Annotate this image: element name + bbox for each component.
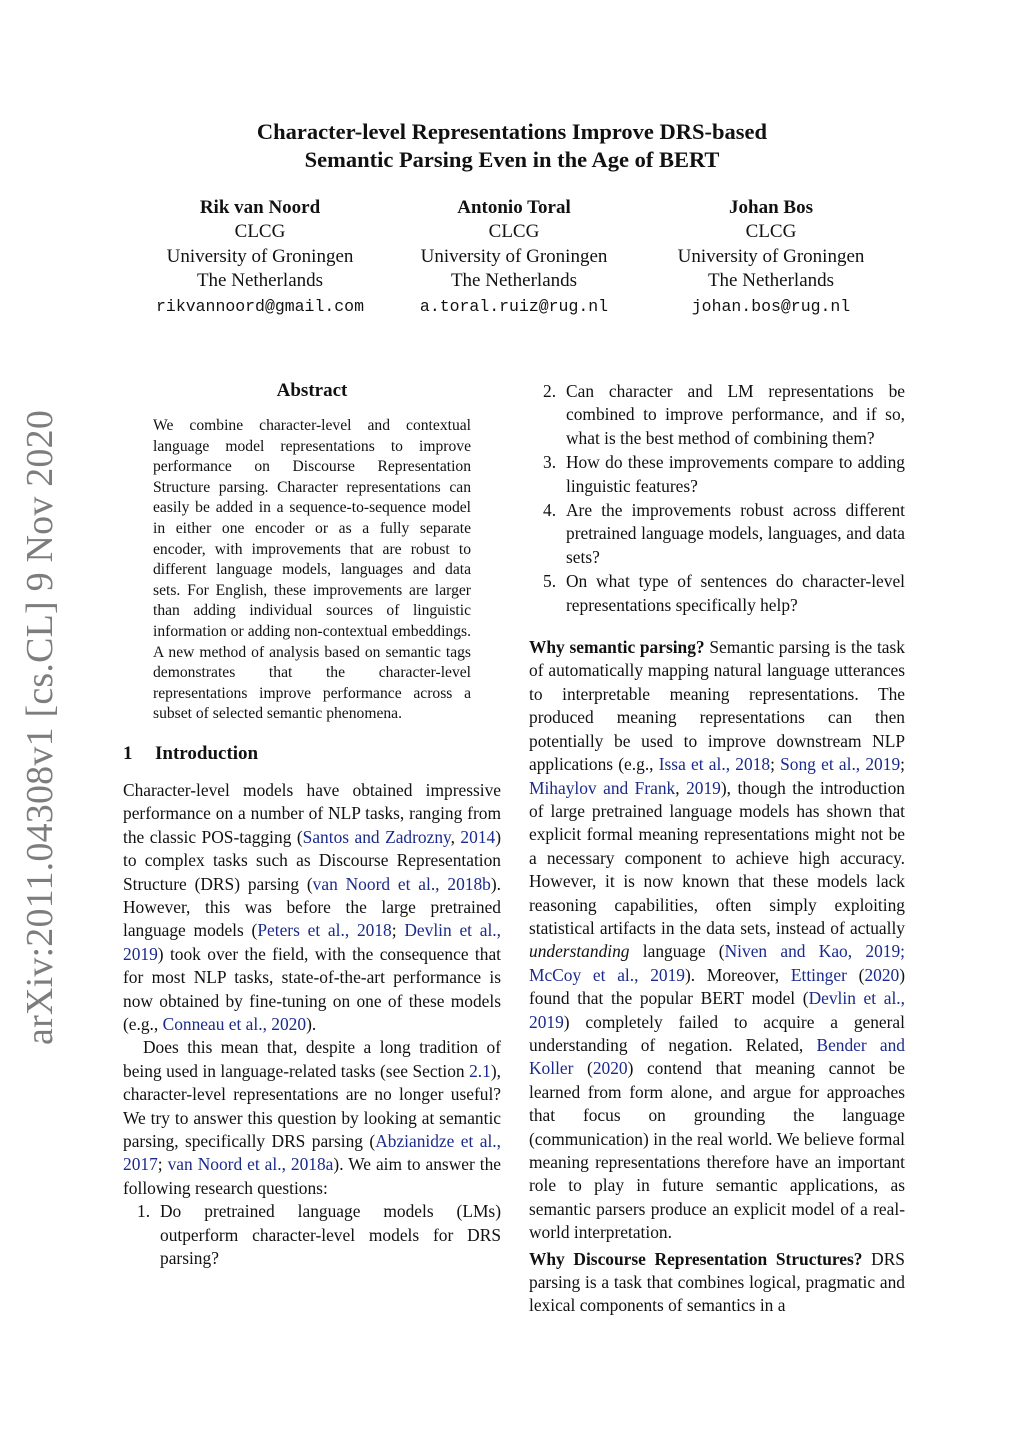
list-item-number: 3. (543, 452, 557, 473)
paragraph-heading: Why semantic parsing? (529, 637, 705, 658)
model-name: BERT (700, 988, 745, 1009)
list-item-text: Do pretrained language models (LMs) outperform character-level models for DRS parsing? (160, 1201, 501, 1269)
why-semantic-parsing-paragraph: Why semantic parsing? Semantic parsing is the task of automatically mapping natural language utterances to interpretable meaning representations. The produced meaning representations can then potentially be used to improve downstream NLP applications (e.g., Issa et al., 2018; Song et al., 2019; Mihaylov and Frank, 2019), though the introduction of large pretrained language models has shown that explicit formal meaning representations might not be a necessary component to achieve high accuracy. However, it is now known that these models lack reasoning capabilities, often simply exploiting statistical artifacts in the data sets, instead of actually understanding language (Niven and Kao, 2019; McCoy et al., 2019). Moreover, Ettinger (2020) found that the popular BERT model (Devlin et al., 2019) completely failed to acquire a general understanding of negation. Related, Bender and Koller (2020) contend that meaning cannot be learned from form alone, and argue for approaches that focus on grounding the language (communication) in the real world. We believe formal meaning representations therefore have an important role to play in future semantic applications, as semantic parsers produce an explicit model of a real-world interpretation. (529, 637, 906, 1243)
section-title: Introduction (155, 742, 259, 764)
citation-link[interactable]: Abzianidze et al., 2017 (123, 1131, 501, 1175)
research-questions-list-continued (529, 380, 905, 617)
author-name: Johan Bos (729, 197, 813, 218)
list-item-number: 5. (543, 571, 557, 592)
arxiv-identifier: arXiv:2011.04308v1 [cs.CL] 9 Nov 2020 (19, 409, 61, 1045)
list-item-number: 4. (543, 500, 557, 521)
list-item-number: 1. (137, 1201, 151, 1222)
intro-paragraph-1: Character-level models have obtained impressive performance on a number of NLP tasks, ranging from the classic POS-tagging (Santos and Zadrozny, 2014) to complex tasks such as Discourse Representation Structure (DRS) parsing (van Noord et al., 2018b). However, this was before the large pretrained language models (Peters et al., 2018; Devlin et al., 2019) took over the field, with the consequence that for most NLP tasks, state-of-the-art performance is now obtained by fine-tuning on one of these models (e.g., Conneau et al., 2020). (123, 779, 502, 1034)
citation-link[interactable]: Devlin et al., 2019 (529, 988, 905, 1032)
citation-link[interactable]: Mihaylov and Frank (529, 777, 676, 798)
author-name: Rik van Noord (199, 197, 321, 218)
author-1 (125, 196, 395, 319)
author-university: University of Groningen (677, 245, 865, 267)
list-item (529, 451, 905, 498)
citation-link[interactable]: van Noord et al., 2018a (167, 1154, 334, 1175)
citation-link[interactable]: Issa et al., 2018 (658, 754, 771, 775)
author-country: The Netherlands (450, 269, 578, 291)
citation-link[interactable]: van Noord et al., 2018b (312, 873, 491, 894)
right-column (529, 380, 905, 1318)
why-drs-paragraph: Why Discourse Representation Structures? DRS parsing is a task that combines logical, pragmatic and lexical components of semantics in a (529, 1248, 905, 1316)
left-column (123, 380, 501, 1271)
citation-link[interactable]: Song et al., 2019 (780, 754, 901, 775)
citation-link[interactable]: Conneau et al., 2020 (162, 1013, 307, 1034)
citation-link[interactable]: Peters et al., 2018 (257, 920, 392, 941)
section-number: 1 (123, 742, 133, 764)
citation-link[interactable]: Santos and Zadrozny (302, 826, 451, 847)
citation-link[interactable]: Devlin et al., 2019 (123, 920, 502, 964)
abstract-text: We combine character-level and contextual language model representations to improve performance on Discourse Representation Structure parsing. Character representations can easily be added in a sequence-to-sequence model in either one encoder or as a fully separate encoder, with improvements that are robust to different language models, languages and data sets. For English, these improvements are larger than adding individual sources of linguistic information or adding non-contextual embeddings. A new method of analysis based on semantic tags demonstrates that the character-level representations improve performance across a subset of selected semantic phenomena. (153, 417, 471, 723)
list-item (123, 1200, 501, 1270)
emphasis: understanding (529, 941, 630, 962)
abstract-heading: Abstract (276, 380, 348, 401)
author-email[interactable]: rikvannoord@gmail.com (156, 297, 364, 317)
title-line-2: Semantic Parsing Even in the Age of BERT (304, 147, 720, 172)
list-item-text: Can character and LM representations be combined to improve performance, and if so, what is the best method of combining them? (566, 381, 905, 448)
research-questions-list (123, 1200, 501, 1270)
citation-link[interactable]: 2020 (592, 1058, 628, 1079)
citation-link[interactable]: 2014 (460, 826, 496, 847)
author-country: The Netherlands (196, 269, 324, 291)
list-item (529, 570, 905, 617)
list-item-text: On what type of sentences do character-level representations specifically help? (566, 571, 905, 615)
list-item-number: 2. (543, 381, 557, 401)
author-email[interactable]: johan.bos@rug.nl (691, 297, 851, 317)
author-name: Antonio Toral (457, 197, 571, 218)
citation-link[interactable]: Niven and Kao, 2019; McCoy et al., 2019 (529, 941, 905, 985)
author-affiliation: CLCG (745, 221, 797, 243)
citation-link[interactable]: 2019 (686, 777, 721, 798)
list-item-text: How do these improvements compare to adding linguistic features? (566, 452, 905, 496)
list-item (529, 499, 905, 569)
citation-link[interactable]: Ettinger (790, 964, 847, 985)
list-item (529, 380, 905, 450)
section-heading-introduction (123, 743, 501, 765)
title-line-1: Character-level Representations Improve DRS-based (256, 119, 768, 144)
citation-link[interactable]: Bender and Koller (529, 1034, 905, 1079)
author-affiliation: CLCG (234, 221, 286, 243)
author-university: University of Groningen (420, 245, 608, 267)
author-affiliation: CLCG (488, 221, 540, 243)
intro-paragraph-2: Does this mean that, despite a long tradition of being used in language-related tasks (see Section 2.1), character-level representations are no longer useful? We try to answer this question by looking at semantic parsing, specifically DRS parsing (Abzianidze et al., 2017; van Noord et al., 2018a). We aim to answer the following research questions: (123, 1037, 502, 1198)
paragraph-heading: Why Discourse Representation Structures? (529, 1248, 863, 1269)
citation-link[interactable]: 2020 (864, 964, 900, 985)
paper-title (0, 118, 1024, 174)
author-2 (379, 196, 649, 319)
author-3 (636, 196, 906, 319)
author-university: University of Groningen (166, 245, 354, 267)
author-email[interactable]: a.toral.ruiz@rug.nl (419, 297, 609, 317)
list-item-text: Are the improvements robust across different pretrained language models, languages, and data sets? (566, 500, 905, 567)
section-reference-link[interactable]: 2.1 (469, 1060, 491, 1081)
author-country: The Netherlands (707, 269, 835, 291)
spacer (529, 618, 905, 636)
